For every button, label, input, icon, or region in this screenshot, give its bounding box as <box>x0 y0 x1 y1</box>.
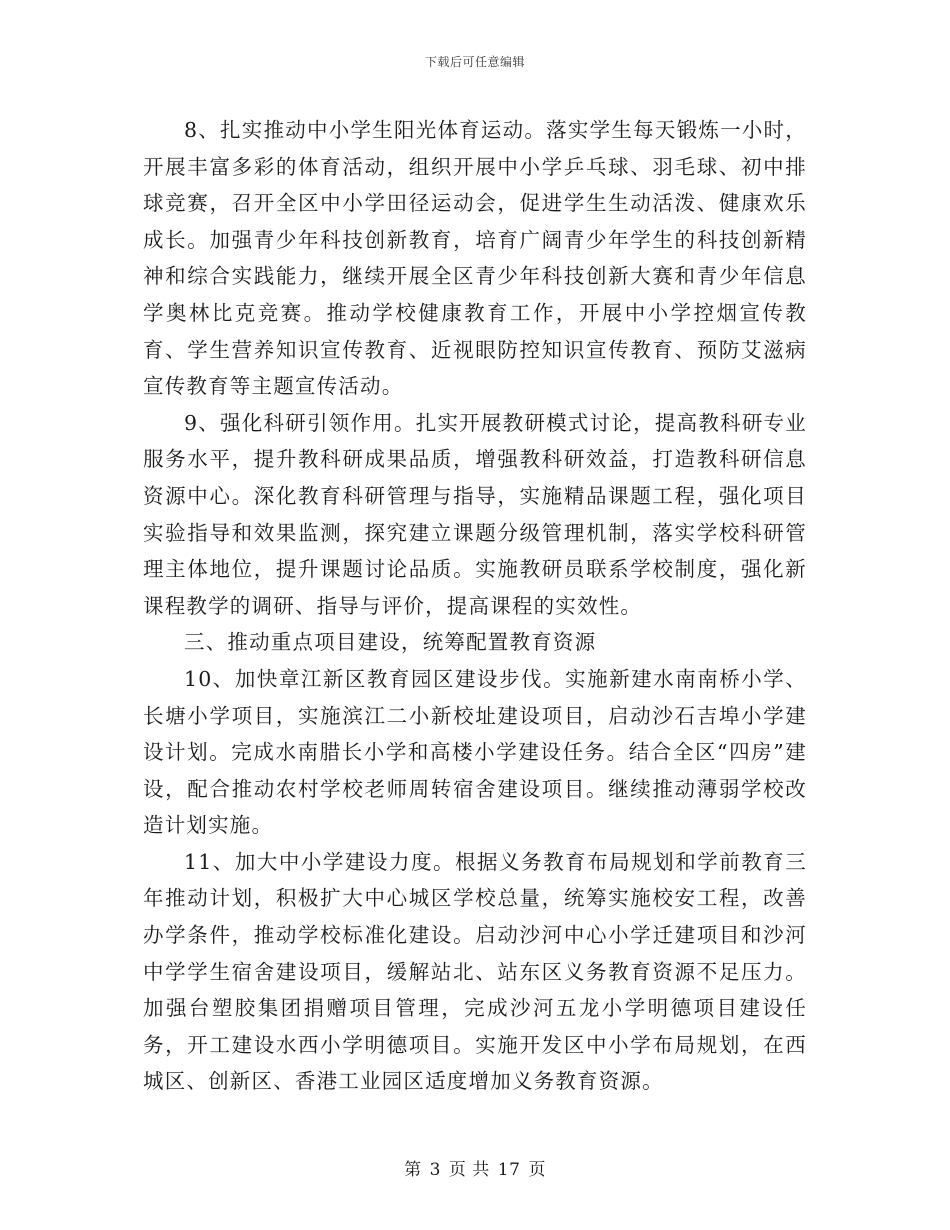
page-footer <box>0 1155 950 1180</box>
total-page-count: 17 <box>497 1160 521 1180</box>
paragraph-item-10: 10、加快章江新区教育园区建设步伐。实施新建水南南桥小学、长塘小学项目，实施滨江二小新校址建设项目，启动沙石吉埠小学建设计划。完成水南腊长小学和高楼小学建设任务。结合全区“四房”建设，配合推动农村学校老师周转宿舍建设项目。继续推动薄弱学校改造计划实施。 <box>143 666 807 838</box>
footer-mid: 页 共 <box>448 1160 490 1180</box>
paragraph-item-8: 8、扎实推动中小学生阳光体育运动。落实学生每天锻炼一小时，开展丰富多彩的体育活动，组织开展中小学乒乓球、羽毛球、初中排球竞赛，召开全区中小学田径运动会，促进学生生动活泼、健康欢乐成长。加强青少年科技创新教育，培育广阔青少年学生的科技创新精神和综合实践能力，继续开展全区青少年科技创新大赛和青少年信息学奥林比克竞赛。推动学校健康教育工作，开展中小学控烟宣传教育、学生营养知识宣传教育、近视眼防控知识宣传教育、预防艾滋病宣传教育等主题宣传活动。 <box>143 118 807 399</box>
document-body <box>143 112 807 1100</box>
current-page-number: 3 <box>429 1160 441 1180</box>
page-header-note: 下载后可任意编辑 <box>424 55 525 69</box>
section-heading-3: 三、推动重点项目建设，统筹配置教育资源 <box>184 630 597 655</box>
footer-suffix: 页 <box>528 1160 546 1180</box>
paragraph-item-9: 9、强化科研引领作用。扎实开展教研模式讨论，提高教科研专业服务水平，提升教科研成果品质，增强教科研效益，打造教科研信息资源中心。深化教育科研管理与指导，实施精品课题工程，强化项目实验指导和效果监测，探究建立课题分级管理机制，落实学校科研管理主体地位，提升课题讨论品质。实施教研员联系学校制度，强化新课程教学的调研、指导与评价，提高课程的实效性。 <box>143 410 807 618</box>
paragraph-item-11: 11、加大中小学建设力度。根据义务教育布局规划和学前教育三年推动计划，积极扩大中心城区学校总量，统筹实施校安工程，改善办学条件，推动学校标准化建设。启动沙河中心小学迁建项目和沙河中学学生宿舍建设项目，缓解站北、站东区义务教育资源不足压力。加强台塑胶集团捐赠项目管理，完成沙河五龙小学明德项目建设任务，开工建设水西小学明德项目。实施开发区中小学布局规划，在西城区、创新区、香港工业园区适度增加义务教育资源。 <box>143 849 807 1094</box>
footer-prefix: 第 <box>404 1160 422 1180</box>
